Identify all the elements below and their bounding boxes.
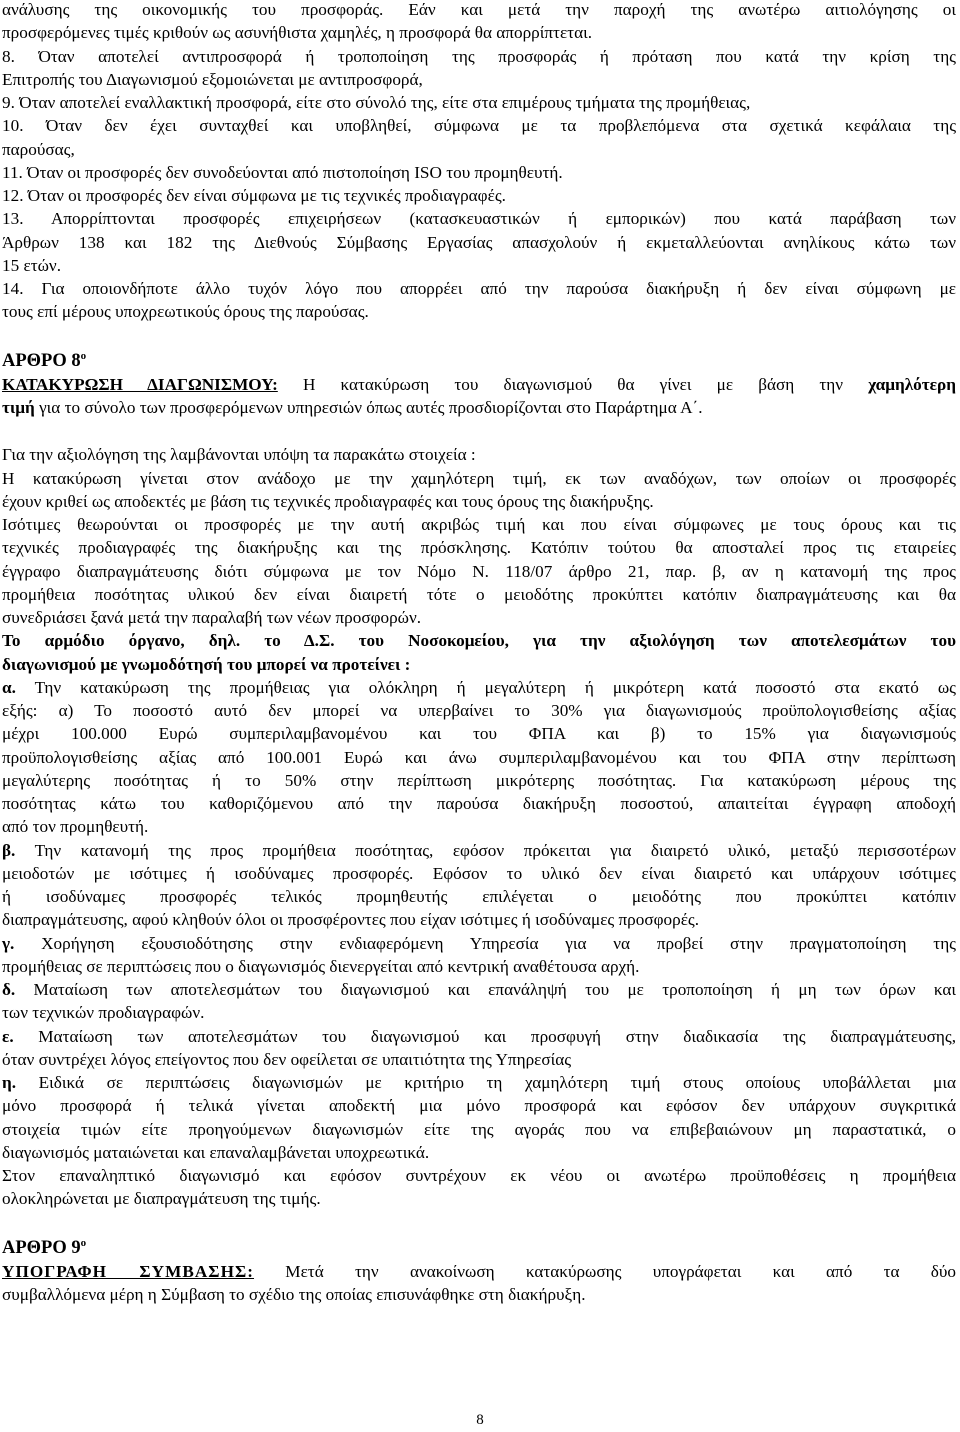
text-line: Ισότιμες θεωρούνται οι προσφορές με την αυτή ακριβώς τιμή και που είναι σύμφωνες με τους όρους και τις bbox=[2, 515, 956, 534]
article-heading-text: ΑΡΘΡΟ 8 bbox=[2, 350, 81, 371]
text-line: συμβαλλόμενα μέρη η Σύμβαση το σχέδιο της οποίας επισυνάφθηκε στη διακήρυξη. bbox=[2, 1285, 586, 1304]
text-line: μόνο προσφορά ή τελικά γίνεται αποδεκτή μια μόνο προσφορά και εφόσον δεν υπάρχουν συγκριτικά bbox=[2, 1096, 956, 1116]
page-number: 8 bbox=[476, 1412, 484, 1428]
list-item-label: β. bbox=[2, 840, 16, 860]
text-line: 9. Όταν αποτελεί εναλλακτική προσφορά, είτε στο σύνολό της, είτε στα επιμέρους τμήματα της προμήθειας, bbox=[2, 93, 751, 112]
text-line: 8. Όταν αποτελεί αντιπροσφορά ή τροποποίηση της προσφοράς ή πρόταση που κατά την κρίση της bbox=[2, 46, 956, 66]
text-span: Την κατακύρωση της προμήθειας για ολόκληρη ή μεγαλύτερη ή μικρότερη κατά ποσοστό στα εκατό ως bbox=[15, 677, 956, 697]
list-item-e bbox=[2, 1025, 956, 1048]
text-line: στοιχεία τιμών είτε προηγούμενων διαγωνισμών είτε της αγοράς που να επιβεβαιώνουν μη παραστατικά, ο bbox=[2, 1119, 956, 1139]
text-line: από τον προμηθευτή. bbox=[2, 817, 149, 837]
article-heading-superscript: ο bbox=[80, 349, 87, 362]
list-item-a bbox=[2, 676, 956, 699]
text-line: όταν συντρέχει λόγος επείγοντος που δεν οφείλεται σε υπαιτιότητα της Υπηρεσίας bbox=[2, 1049, 572, 1069]
text-line: ανάλυσης της οικονομικής του προσφοράς. Εάν και μετά την παροχή της ανωτέρω αιτιολόγησης οι bbox=[2, 0, 956, 19]
article-8-heading bbox=[2, 350, 956, 373]
text-line: διαγωνισμός ματαιώνεται και επαναλαμβάνεται υποχρεωτικά. bbox=[2, 1142, 430, 1162]
text-line: Άρθρων 138 και 182 της Διεθνούς Σύμβασης Εργασίας απασχολούν ή εκμεταλλεύονται ανηλίκους κάτω των bbox=[2, 232, 956, 252]
list-item-label: α. bbox=[2, 677, 16, 697]
text-span: Ματαίωση των αποτελεσμάτων του διαγωνισμού και επανάληψή του με τροποποίηση ή μη των όρων και bbox=[15, 980, 956, 999]
text-line: 15 ετών. bbox=[2, 255, 61, 275]
competent-body-line: Το αρμόδιο όργανο, δηλ. το Δ.Σ. του Νοσοκομείου, για την αξιολόγηση των αποτελεσμάτων του bbox=[2, 631, 956, 651]
article-8-title: ΚΑΤΑΚΥΡΩΣΗ ΔΙΑΓΩΝΙΣΜΟΥ: bbox=[2, 374, 278, 394]
text-line: μεγαλύτερης ποσότητας ή το 50% στην περίπτωση μικρότερης ποσότητας. Για κατακύρωση μέρους της bbox=[2, 770, 956, 790]
text-line: προμήθεια ποσότητας υλικού δεν είναι διαιρετή τότε ο μειοδότης προκύπτει κατόπιν διαπραγμάτευσης και θα bbox=[2, 584, 956, 604]
text-line: έχουν κριθεί ως αποδεκτές με βάση τις τεχνικές προδιαγραφές και τους όρους της διακήρυξης. bbox=[2, 491, 654, 511]
text-line: διαπραγμάτευσης, αφού κληθούν όλοι οι προσφέροντες που είχαν ισότιμες ή ισοδύναμες προσφορές. bbox=[2, 910, 700, 930]
article-9-heading bbox=[2, 1237, 956, 1260]
text-line: 14. Για οποιονδήποτε άλλο τυχόν λόγο που απορρέει από την παρούσα διακήρυξη ή δεν είναι σύμφωνη με bbox=[2, 279, 956, 298]
list-item-b bbox=[2, 839, 956, 862]
text-span: Χορήγηση εξουσιοδότησης στην ενδιαφερόμενη Υπηρεσία για να προβεί στην πραγματοποίηση της bbox=[14, 933, 956, 953]
text-line: ποσότητας κάτω του καθοριζόμενου από την παρούσα διακήρυξη ποσοστού, απαιτείται έγγραφη αποδοχή bbox=[2, 794, 956, 813]
text-line: Επιτροπής του Διαγωνισμού εξομοιώνεται με αντιπροσφορά, bbox=[2, 69, 423, 89]
text-line: προϋπολογισθείσης αξίας από 100.001 Ευρώ και άνω συμπεριλαμβανομένου και του ΦΠΑ στην περίπτωση bbox=[2, 747, 956, 767]
article-8-intro-line bbox=[2, 396, 956, 419]
list-item-label: δ. bbox=[2, 980, 16, 999]
text-line: έγγραφο διαπραγμάτευσης διότι σύμφωνα με τον Νόμο Ν. 118/07 άρθρο 21, παρ. β, αν η κατανομή της προς bbox=[2, 561, 956, 581]
text-line: Στον επαναληπτικό διαγωνισμό και εφόσον συντρέχουν εκ νέου οι ανωτέρω προϋποθέσεις η προμήθεια bbox=[2, 1166, 956, 1185]
text-line: μειοδοτών με ισότιμες ή ισοδύναμες προσφορές. Εφόσον το υλικό δεν είναι διαιρετό και υπάρχουν ισότιμες bbox=[2, 863, 956, 883]
list-item-c bbox=[2, 932, 956, 955]
article-9 bbox=[2, 1237, 956, 1307]
article-9-title: ΥΠΟΓΡΑΦΗ ΣΥΜΒΑΣΗΣ: bbox=[2, 1261, 255, 1281]
text-line: προμήθειας σε περιπτώσεις που ο διαγωνισμός διενεργείται από κεντρική αναθέτουσα αρχή. bbox=[2, 956, 640, 976]
text-line: συνεδριάσει ξανά μετά την παραλαβή των νέων προσφορών. bbox=[2, 608, 422, 627]
list-item-label: η. bbox=[2, 1073, 17, 1092]
text-span: Η κατακύρωση του διαγωνισμού θα γίνει με βάση την bbox=[277, 374, 869, 394]
text-line: 10. Όταν δεν έχει συνταχθεί και υποβληθεί, σύμφωνα με τα προβλεπόμενα στα σχετικά κεφάλαια της bbox=[2, 116, 956, 136]
text-line: ή ισοδύναμες προσφορές τελικός προμηθευτής επιλέγεται ο μειοδότης που προκύπτει κατόπιν bbox=[2, 887, 956, 906]
text-line: μέχρι 100.000 Ευρώ συμπεριλαμβανομένου και του ΦΠΑ και β) το 15% για διαγωνισμούς bbox=[2, 724, 956, 744]
text-line: Η κατακύρωση γίνεται στον ανάδοχο με την χαμηλότερη τιμή, εκ των αναδόχων, των οποίων οι προσφορές bbox=[2, 468, 956, 488]
text-span: Ειδικά σε περιπτώσεις διαγωνισμών με κριτήριο τη χαμηλότερη τιμή στους οποίους υποβάλλεται μια bbox=[16, 1073, 956, 1092]
bold-text: τιμή bbox=[2, 398, 35, 417]
text-line: 12. Όταν οι προσφορές δεν είναι σύμφωνα με τις τεχνικές προδιαγραφές. bbox=[2, 186, 506, 205]
text-span: Την κατανομή της προς προμήθεια ποσότητας, εφόσον πρόκειται για διαιρετό υλικό, μεταξύ περισσοτέρων bbox=[15, 840, 956, 860]
list-item-label: ε. bbox=[2, 1026, 14, 1046]
text-line: προσφερόμενες τιμές κριθούν ως ασυνήθιστα χαμηλές, η προσφορά θα απορρίπτεται. bbox=[2, 23, 592, 43]
text-line: παρούσας, bbox=[2, 139, 75, 159]
list-item-label: γ. bbox=[2, 933, 15, 953]
competent-body-line: διαγωνισμού με γνωμοδότησή του μπορεί να προτείνει : bbox=[2, 654, 411, 674]
document-body bbox=[2, 0, 956, 1306]
text-line: τους επί μέρους υποχρεωτικούς όρους της παρούσας. bbox=[2, 302, 369, 322]
text-line: εξής: α) Το ποσοστό αυτό δεν μπορεί να υπερβαίνει το 30% για διαγωνισμούς προϋπολογισθείσης αξίας bbox=[2, 701, 956, 720]
text-span: για το σύνολο των προσφερόμενων υπηρεσιών όπως αυτές προσδιορίζονται στο Παράρτημα Α΄. bbox=[34, 398, 703, 417]
bold-text: χαμηλότερη bbox=[868, 374, 956, 394]
list-item-h bbox=[2, 1071, 956, 1094]
text-line: Για την αξιολόγηση της λαμβάνονται υπόψη τα παρακάτω στοιχεία : bbox=[2, 445, 476, 465]
article-8 bbox=[2, 350, 956, 1211]
article-heading-text: ΑΡΘΡΟ 9 bbox=[2, 1237, 81, 1258]
text-line: 13. Απορρίπτονται προσφορές επιχειρήσεων (κατασκευαστικών ή εμπορικών) που κατά παράβαση των bbox=[2, 209, 956, 229]
text-span: Μετά την ανακοίνωση κατακύρωσης υπογράφεται και από τα δύο bbox=[254, 1261, 956, 1281]
rejection-reasons bbox=[2, 0, 956, 324]
article-9-intro-line bbox=[2, 1260, 956, 1283]
article-8-intro-line bbox=[2, 373, 956, 396]
text-line: 11. Όταν οι προσφορές δεν συνοδεύονται από πιστοποίηση ISO του προμηθευτή. bbox=[2, 162, 563, 182]
list-item-d bbox=[2, 978, 956, 1001]
text-line: τεχνικές προδιαγραφές της διακήρυξης και της πρόσκλησης. Κατόπιν τούτου θα αποσταλεί προς τις εταιρείες bbox=[2, 538, 956, 558]
text-line: των τεχνικών προδιαγραφών. bbox=[2, 1003, 205, 1023]
text-span: Ματαίωση των αποτελεσμάτων του διαγωνισμού και προσφυγή στην διαδικασία της διαπραγμάτευσης, bbox=[13, 1026, 956, 1046]
article-heading-superscript: ο bbox=[80, 1236, 87, 1249]
text-line: ολοκληρώνεται με διαπραγμάτευση της τιμής. bbox=[2, 1189, 321, 1209]
